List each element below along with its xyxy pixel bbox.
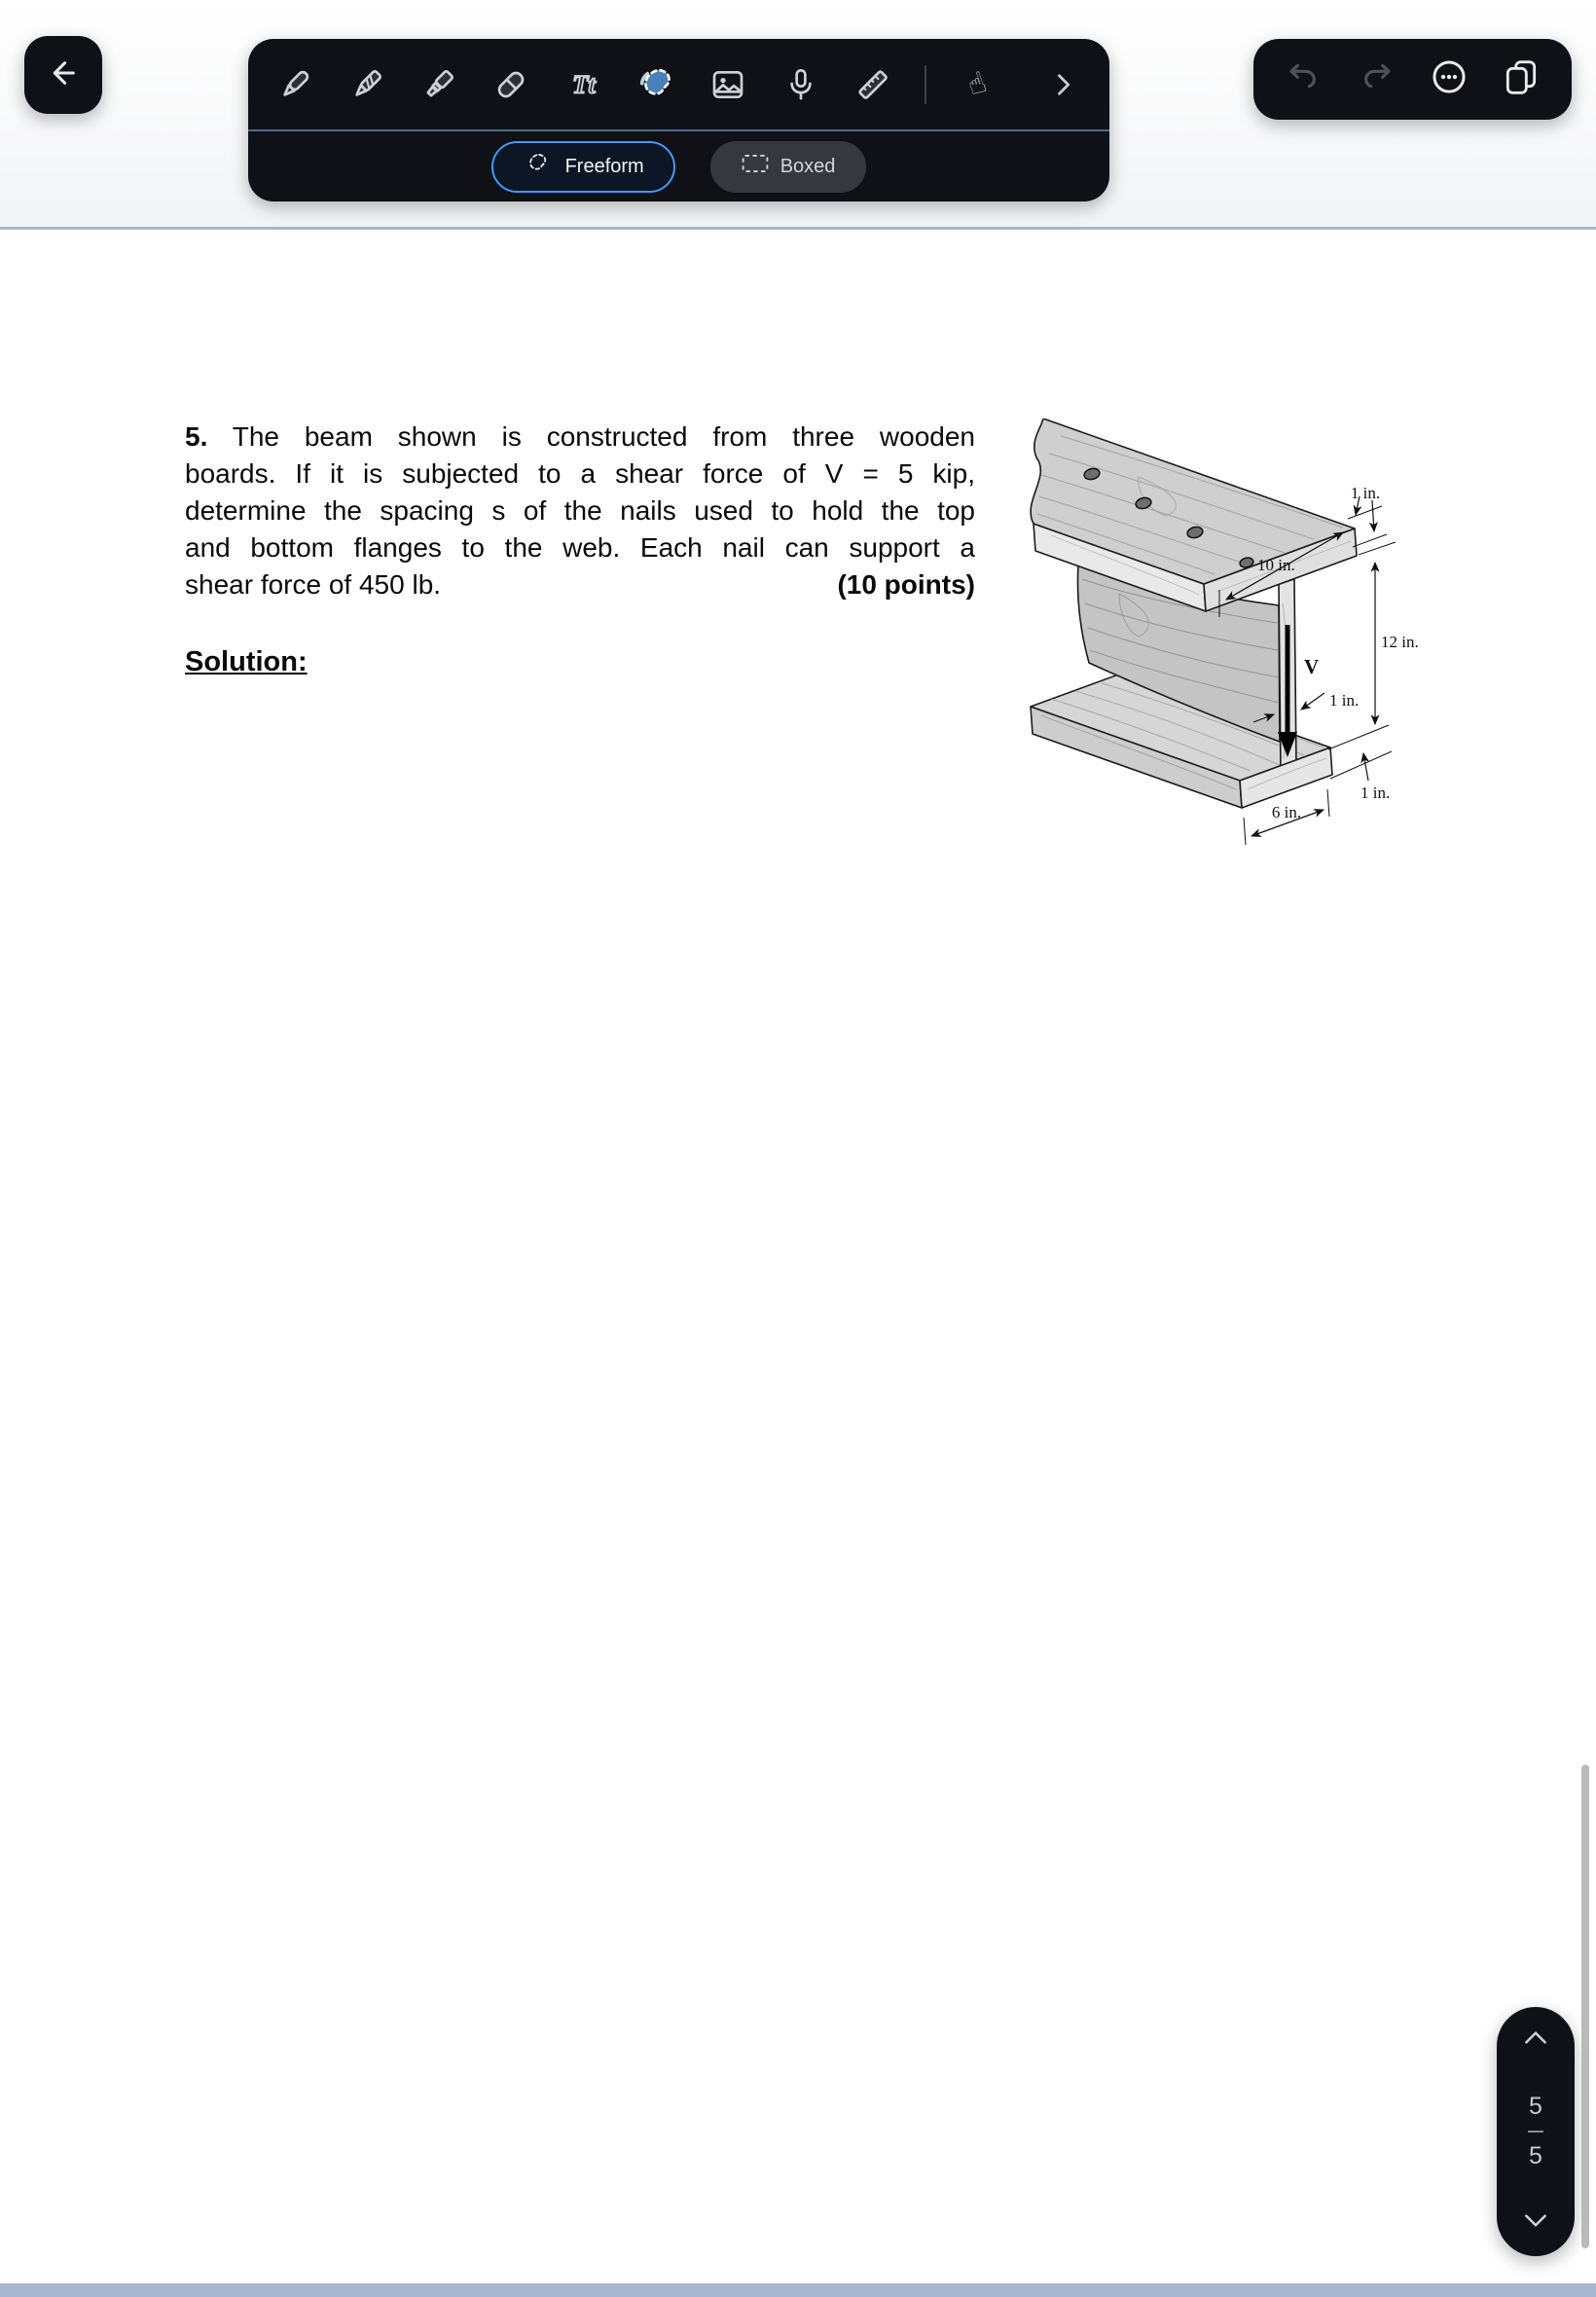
problem-number: 5. xyxy=(185,421,208,452)
highlighter-tool-button[interactable] xyxy=(418,63,460,106)
problem-line: determine the spacing s of the nails used to hold the top xyxy=(185,495,975,526)
pointer-tool-button[interactable] xyxy=(957,63,998,106)
pages-copy-icon xyxy=(1502,57,1541,101)
boxed-rect-icon xyxy=(742,154,769,179)
chevron-down-icon xyxy=(1521,2210,1550,2237)
image-icon xyxy=(708,65,747,104)
eraser-tool-button[interactable] xyxy=(490,63,532,106)
pencil-icon xyxy=(347,65,386,104)
beam-figure xyxy=(993,419,1421,847)
boxed-mode-button[interactable] xyxy=(710,141,867,193)
problem-line xyxy=(185,419,975,456)
dim-web-thickness-label: 1 in. xyxy=(1329,691,1360,710)
page-navigator xyxy=(1497,2007,1575,2256)
chevron-up-icon xyxy=(1521,2026,1550,2053)
microphone-tool-button[interactable] xyxy=(780,63,821,106)
problem-line: boards. If it is subjected to a shear force of V = 5 kip, xyxy=(185,458,975,489)
text-tool-icon xyxy=(564,65,603,104)
ruler-icon xyxy=(853,65,892,104)
vertical-scrollbar[interactable] xyxy=(1581,1765,1589,2248)
shear-force-label: V xyxy=(1304,655,1320,678)
back-button[interactable] xyxy=(24,36,102,114)
dim-bottom-thickness-label: 1 in. xyxy=(1360,784,1391,802)
toolbar-expand-button[interactable] xyxy=(1042,63,1084,106)
dim-web-height-label: 12 in. xyxy=(1381,633,1419,651)
tools-row xyxy=(248,39,1109,129)
pointing-hand-icon: ☝ xyxy=(962,64,992,103)
dim-top-thickness-label: 1 in. xyxy=(1350,484,1381,502)
chevron-right-icon xyxy=(1046,68,1079,101)
image-tool-button[interactable] xyxy=(707,63,749,106)
eraser-icon xyxy=(491,65,530,104)
bottom-edge-bar xyxy=(0,2283,1596,2297)
next-page-button[interactable] xyxy=(1521,2210,1550,2237)
ruler-tool-button[interactable] xyxy=(852,63,893,106)
redo-button[interactable] xyxy=(1355,58,1397,101)
freeform-mode-button[interactable] xyxy=(491,141,675,193)
arrow-left-icon xyxy=(45,55,82,96)
page-top-divider xyxy=(0,227,1596,230)
pen-tool-button[interactable] xyxy=(273,63,315,106)
boxed-mode-label: Boxed xyxy=(780,155,836,177)
dim-bottom-width-label: 6 in. xyxy=(1271,803,1302,821)
more-options-button[interactable] xyxy=(1428,58,1470,101)
page-indicator xyxy=(1528,2053,1543,2210)
ellipsis-circle-icon xyxy=(1429,56,1469,102)
beam-figure-svg xyxy=(993,419,1421,847)
text-tool-glyph: Tt xyxy=(571,68,596,98)
solution-heading: Solution: xyxy=(185,646,308,677)
problem-line: and bottom flanges to the web. Each nail can support a xyxy=(185,532,975,563)
problem-line-last xyxy=(185,566,975,603)
freeform-mode-label: Freeform xyxy=(564,155,644,177)
current-page-number: 5 xyxy=(1529,2093,1542,2120)
lasso-tool-button-selected[interactable] xyxy=(635,63,676,106)
points-label: (10 points) xyxy=(837,569,975,600)
undo-icon xyxy=(1285,57,1324,101)
text-tool-button[interactable] xyxy=(562,63,604,106)
problem-line-text: The beam shown is constructed from three wooden xyxy=(232,421,975,452)
freeform-blob-icon xyxy=(523,152,554,181)
total-page-number: 5 xyxy=(1529,2142,1542,2169)
pages-copy-button[interactable] xyxy=(1500,58,1542,101)
microphone-icon xyxy=(781,65,820,104)
pen-icon xyxy=(275,65,314,104)
highlighter-icon xyxy=(419,65,458,104)
lasso-mode-row xyxy=(248,131,1109,201)
toolbar-divider xyxy=(925,65,926,104)
pencil-tool-button[interactable] xyxy=(345,63,387,106)
dim-top-width-label: 10 in. xyxy=(1257,556,1295,574)
previous-page-button[interactable] xyxy=(1521,2026,1550,2053)
drawing-toolbar xyxy=(248,39,1109,201)
redo-icon xyxy=(1357,57,1396,101)
lasso-icon xyxy=(636,65,675,104)
problem-line-text: shear force of 450 lb. xyxy=(185,569,442,600)
undo-button[interactable] xyxy=(1283,58,1325,101)
page-separator xyxy=(1528,2131,1543,2133)
actions-toolbar xyxy=(1253,39,1572,120)
problem-statement xyxy=(185,419,975,603)
